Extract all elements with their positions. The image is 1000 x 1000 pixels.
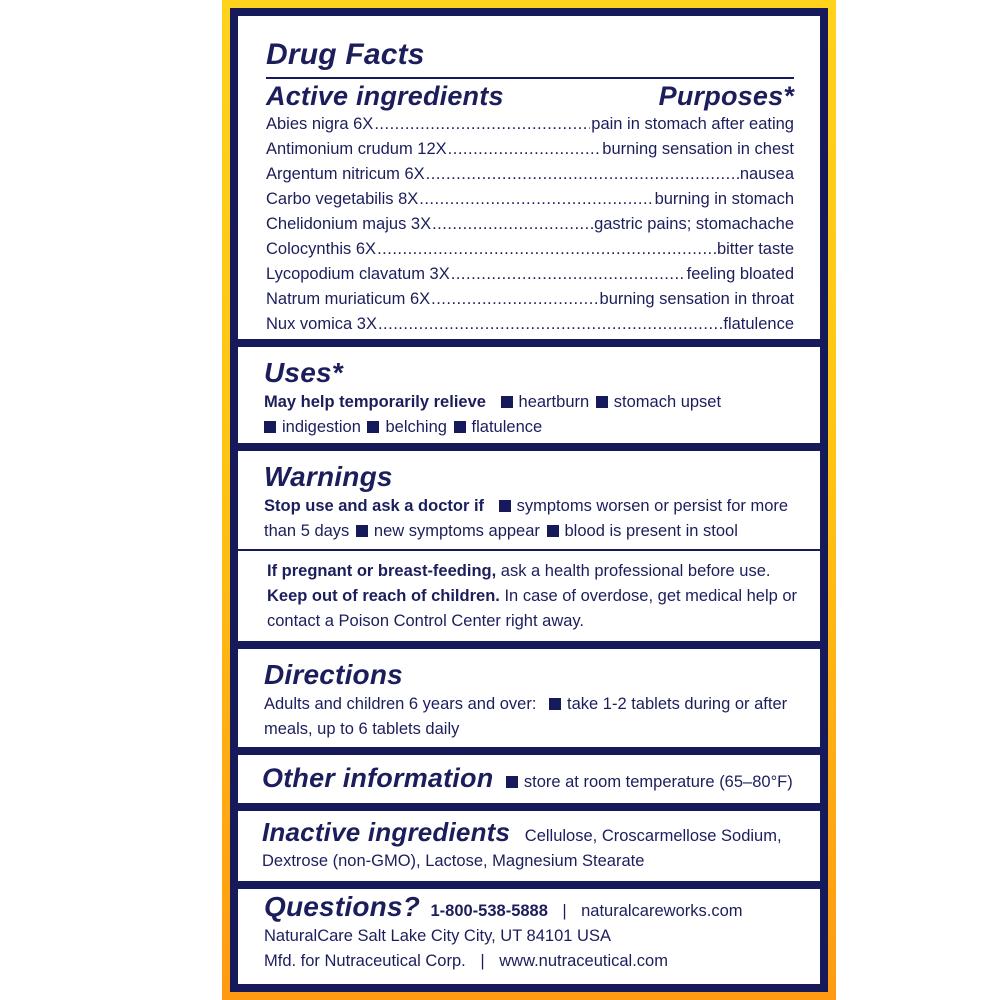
dot-leader xyxy=(419,187,653,212)
ingredient-row xyxy=(266,187,794,212)
other-info-text: store at room temperature (65–80°F) xyxy=(523,773,793,791)
uses-item: stomach upset xyxy=(613,393,722,411)
bullet-icon xyxy=(367,421,379,433)
manufacturer: Mfd. for Nutraceutical Corp. xyxy=(264,952,466,970)
drug-facts-label xyxy=(222,0,836,1000)
warnings-rule xyxy=(238,549,820,551)
directions-body: take 1-2 tablets during or after meals, up to 6 tablets daily xyxy=(264,695,788,738)
ingredient-row xyxy=(266,112,794,137)
title-rule xyxy=(266,77,794,79)
dot-leader xyxy=(377,237,716,262)
children-bold: Keep out of reach of children. xyxy=(267,587,500,605)
dot-leader xyxy=(431,287,598,312)
ingredient-purpose: bitter taste xyxy=(716,240,794,258)
directions-heading: Directions xyxy=(264,659,403,690)
dot-leader xyxy=(378,312,722,337)
inactive-panel xyxy=(238,811,820,881)
ingredient-row xyxy=(266,137,794,162)
dot-leader xyxy=(426,162,739,187)
ingredient-row xyxy=(266,287,794,312)
stop-use-item: new symptoms appear xyxy=(373,522,540,540)
stop-use-lead: Stop use and ask a doctor if xyxy=(264,497,485,515)
questions-panel xyxy=(238,889,820,984)
ingredient-purpose: burning sensation in throat xyxy=(599,290,794,308)
ingredient-row xyxy=(266,312,794,337)
pregnancy-bold: If pregnant or breast-feeding, xyxy=(267,562,497,580)
address: NaturalCare Salt Lake City City, UT 84101 USA xyxy=(264,927,611,945)
label-frame xyxy=(230,8,828,992)
directions-panel xyxy=(238,649,820,747)
phone-number: 1-800-538-5888 xyxy=(430,902,548,920)
ingredient-name: Natrum muriaticum 6X xyxy=(266,290,431,308)
website-link-2[interactable]: www.nutraceutical.com xyxy=(499,952,668,970)
warnings-heading: Warnings xyxy=(264,461,393,492)
stop-use-item: blood is present in stool xyxy=(564,522,738,540)
active-ingredients-heading: Active ingredients xyxy=(266,81,504,111)
separator: | xyxy=(480,952,485,970)
uses-item: heartburn xyxy=(518,393,590,411)
ingredient-name: Carbo vegetabilis 8X xyxy=(266,190,419,208)
active-ingredients-panel xyxy=(238,16,820,339)
bullet-icon xyxy=(506,776,518,788)
ingredient-name: Abies nigra 6X xyxy=(266,115,374,133)
bullet-icon xyxy=(356,525,368,537)
ingredient-name: Antimonium crudum 12X xyxy=(266,140,447,158)
inactive-text-block xyxy=(262,819,800,874)
children-text: In case of overdose, get medical help or contact a Poison Control Center right away. xyxy=(267,587,798,630)
ingredient-name: Argentum nitricum 6X xyxy=(266,165,425,183)
pregnancy-text: ask a health professional before use. xyxy=(500,562,771,580)
bullet-icon xyxy=(549,698,561,710)
uses-item: indigestion xyxy=(282,418,361,436)
dot-leader xyxy=(374,112,590,137)
uses-text xyxy=(264,390,800,440)
separator: | xyxy=(562,902,567,920)
dot-leader xyxy=(448,137,602,162)
ingredient-row xyxy=(266,262,794,287)
uses-lead: May help temporarily relieve xyxy=(264,393,486,411)
other-info-heading: Other information xyxy=(262,763,494,793)
bullet-icon xyxy=(454,421,466,433)
children-warning xyxy=(264,584,800,634)
active-header xyxy=(266,83,794,110)
bullet-icon xyxy=(501,396,513,408)
other-info-panel xyxy=(238,755,820,803)
inactive-text: Cellulose, Croscarmellose Sodium, Dextrose (non-GMO), Lactose, Magnesium Stearate xyxy=(262,827,782,870)
ingredient-purpose: gastric pains; stomachache xyxy=(594,215,794,233)
questions-line xyxy=(264,893,800,924)
uses-item: flatulence xyxy=(471,418,543,436)
stop-use-text xyxy=(264,494,800,544)
uses-heading: Uses* xyxy=(264,357,343,388)
ingredient-purpose: feeling bloated xyxy=(686,265,794,283)
drug-facts-title: Drug Facts xyxy=(266,38,425,71)
ingredient-purpose: burning sensation in chest xyxy=(602,140,794,158)
ingredient-purpose: flatulence xyxy=(723,315,794,333)
bullet-icon xyxy=(596,396,608,408)
uses-panel xyxy=(238,347,820,443)
bullet-icon xyxy=(547,525,559,537)
ingredient-purpose: nausea xyxy=(739,165,794,183)
inactive-heading: Inactive ingredients xyxy=(262,817,511,847)
dot-leader xyxy=(451,262,686,287)
dot-leader xyxy=(432,212,593,237)
ingredient-row xyxy=(266,162,794,187)
directions-text xyxy=(264,692,800,742)
directions-lead: Adults and children 6 years and over: xyxy=(264,695,537,713)
manufacturer-line xyxy=(264,949,800,974)
ingredient-name: Chelidonium majus 3X xyxy=(266,215,432,233)
ingredient-row xyxy=(266,212,794,237)
purposes-heading: Purposes* xyxy=(658,81,794,111)
ingredient-list xyxy=(266,112,794,337)
bullet-icon xyxy=(499,500,511,512)
questions-heading: Questions? xyxy=(264,891,421,922)
ingredient-name: Lycopodium clavatum 3X xyxy=(266,265,450,283)
website-link[interactable]: naturalcareworks.com xyxy=(581,902,743,920)
ingredient-purpose: pain in stomach after eating xyxy=(591,115,794,133)
warnings-panel xyxy=(238,451,820,641)
pregnancy-warning xyxy=(264,559,800,584)
ingredient-name: Colocynthis 6X xyxy=(266,240,377,258)
ingredient-purpose: burning in stomach xyxy=(654,190,794,208)
bullet-icon xyxy=(264,421,276,433)
uses-item: belching xyxy=(385,418,447,436)
ingredient-row xyxy=(266,237,794,262)
stop-use-item: symptoms worsen or persist for more than 5 days xyxy=(264,497,789,540)
ingredient-name: Nux vomica 3X xyxy=(266,315,377,333)
